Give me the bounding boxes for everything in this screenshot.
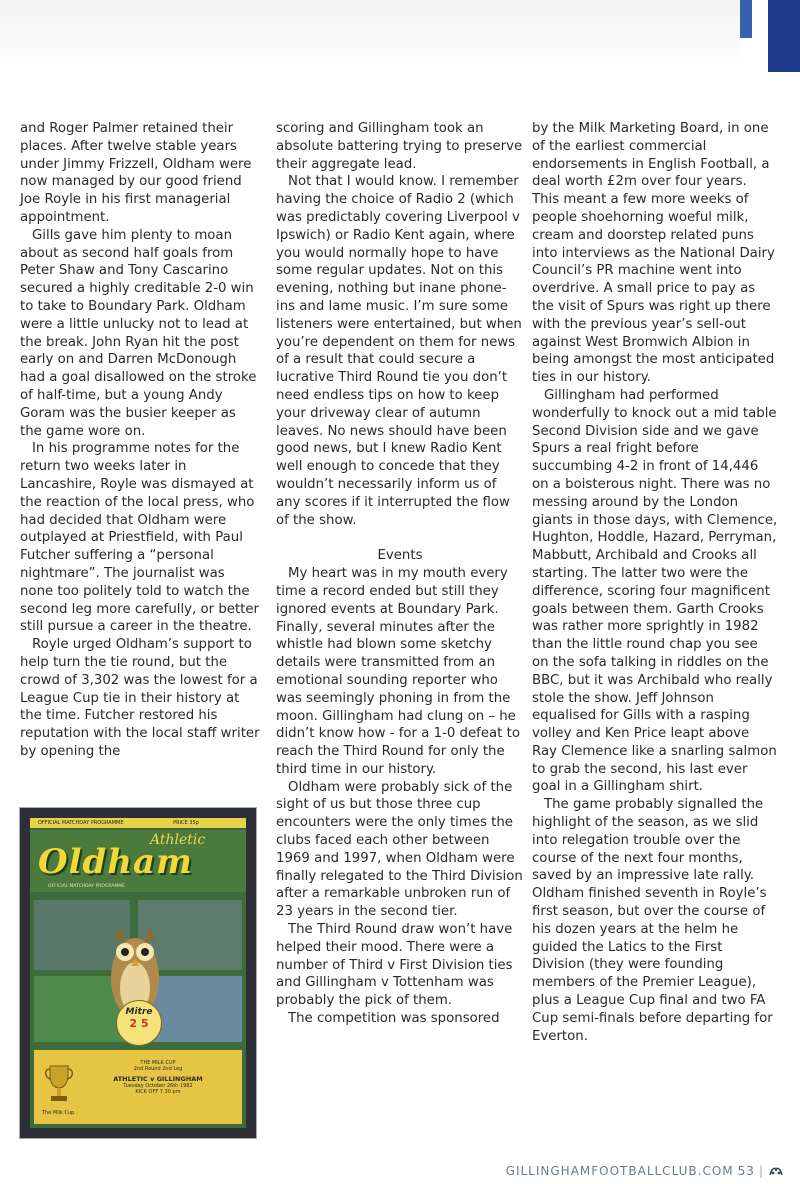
paragraph: The competition was sponsored: [288, 1011, 500, 1027]
programme-match-panel: [34, 1050, 242, 1124]
mitre-ball-badge: [116, 1000, 162, 1046]
programme-script-title: Athletic: [150, 832, 206, 848]
paragraph: In his programme notes for the return two weeks later in Lancashire, Royle was dismayed at the reaction of the local press, who had decided that Oldham were outplayed at Priestfield, with Paul Futcher suffering a “personal nightmare”. The journalist was none too politely told to watch the second leg more carefully, or better still pursue a career in the theatre.: [20, 441, 260, 635]
cup-caption: The Milk Cup: [42, 1110, 75, 1116]
paragraph: Not that I would know. I remember having the choice of Radio 2 (which was predictably covering Liverpool v Ipswich) or Radio Kent again, where you would normally hope to have some regular updates. Not on this evening, nothing but inane phone-ins and lame music. I’m sure some listeners were entertained, but when you’re dependent on them for news of a result that could secure a lucrative Third Round tie you don’t need endless tips on how to keep your driveway clear of autumn leaves. No news should have been good news, but I knew Radio Kent well enough to concede that they wouldn’t necessarily inform us of any scores if it interrupted the flow of the show.: [276, 174, 522, 528]
club-crest-icon: [768, 1165, 784, 1177]
article-column-1: [20, 120, 260, 761]
paragraph: Oldham were probably sick of the sight of us but those three cup encounters were the only times the clubs faced each other between 1969 and 1997, when Oldham were finally relegated to the Third Division after a remarkable unbroken run of 23 years in the second tier.: [276, 779, 523, 920]
programme-subtitle: OFFICIAL MATCHDAY PROGRAMME: [48, 884, 125, 889]
programme-cover: [30, 818, 246, 1128]
trophy-icon: [42, 1062, 76, 1108]
paragraph: The Third Round draw won’t have helped their mood. There were a number of Third v First Division ties and Gillingham v Tottenham was probably the pick of them.: [276, 922, 513, 1009]
ball-number: 2 5: [129, 1017, 149, 1030]
programme-title: Oldham: [38, 842, 194, 882]
programme-price: PRICE 35p: [173, 820, 199, 826]
paragraph: The game probably signalled the highlight of the season, as we slid into relegation trouble over the course of the next four months, saved by an impressive late rally. Oldham finished seventh in Royle’s first season, but over the course of his dozen years at the helm he guided the Latics to the First Division (they were founding members of the Premier League), plus a League Cup final and two FA Cup semi-finals before departing for Everton.: [532, 797, 773, 1044]
paragraph: Gillingham had performed wonderfully to knock out a mid table Second Division side and we gave Spurs a real fright before succumbing 4-2 in front of 14,446 on a boisterous night. There was no messing around by the London giants in those days, with Clemence, Hughton, Hoddle, Hazard, Perryman, Mabbutt, Archibald and Crooks all starting. The latter two were the difference, scoring four magnificent goals between them. Garth Crooks was rather more sprightly in 1982 than the little round chap you see on the sofa talking in riddles on the BBC, but it was Archibald who really stole the show. Jeff Johnson equalised for Gills with a rasping volley and Ken Price leapt above Ray Clemence like a snarling salmon to grab the second, his last ever goal in a Gillingham shirt.: [532, 387, 778, 795]
section-heading: Events: [377, 548, 423, 564]
programme-cover-image: [20, 808, 256, 1138]
kickoff-time: KICK OFF 7.30 pm: [135, 1089, 181, 1095]
footer-separator: |: [758, 1164, 764, 1178]
programme-title-block: [30, 830, 246, 892]
match-details: [84, 1060, 232, 1114]
paragraph: scoring and Gillingham took an absolute battering trying to preserve their aggregate lead.: [276, 121, 523, 172]
match-date: Tuesday October 26th 1982: [123, 1083, 193, 1089]
paragraph: Gills gave him plenty to moan about as second half goals from Peter Shaw and Tony Cascarino secured a highly creditable 2-0 win to take to Boundary Park. Oldham were a little unlucky not to lead at the break. John Ryan hit the post early on and Darren McDonough had a goal disallowed on the stroke of half-time, but a young Andy Goram was the busier keeper as the game wore on.: [20, 227, 257, 439]
round-name: 2nd Round 2nd Leg: [133, 1066, 183, 1072]
page-footer: [506, 1164, 784, 1178]
article-column-2: [276, 120, 524, 1028]
ball-brand: Mitre: [125, 1007, 153, 1017]
programme-top-strip: [30, 818, 246, 828]
paragraph: by the Milk Marketing Board, in one of the earliest commercial endorsements in English Football, a deal worth £2m over four years. This meant a few more weeks of people shoehorning woeful milk, cream and doorstep related puns into interviews as the National Dairy Council’s PR machine went into overdrive. A small price to pay as the visit of Spurs was right up there with the previous year’s sell-out against West Bromwich Albion in being amongst the most anticipated ties in our history.: [532, 121, 775, 386]
programme-strip-label: OFFICIAL MATCHDAY PROGRAMME: [38, 820, 124, 826]
paragraph: My heart was in my mouth every time a record ended but still they ignored events at Boundary Park. Finally, several minutes after the whistle had blown some sketchy details were transmitted from an emotional sounding reporter who was seemingly phoning in from the moon. Gillingham had clung on – he didn’t know how - for a 1-0 defeat to reach the Third Round for only the third time in our history.: [276, 566, 520, 777]
footer-site: GILLINGHAMFOOTBALLCLUB.COM: [505, 1164, 734, 1178]
paragraph: and Roger Palmer retained their places. After twelve stable years under Jimmy Frizzell, Oldham were now managed by our good friend Joe Royle in his first managerial appointment.: [20, 121, 252, 225]
paragraph: Royle urged Oldham’s support to help turn the tie round, but the crowd of 3,302 was the lowest for a League Cup tie in their history at the time. Futcher restored his reputation with the local staff writer by opening the: [20, 637, 260, 759]
page-number: 53: [737, 1164, 755, 1178]
competition-name: THE MILK CUP: [140, 1060, 176, 1066]
match-title: ATHLETIC v GILLINGHAM: [113, 1075, 203, 1083]
article-column-3: [532, 120, 778, 1045]
